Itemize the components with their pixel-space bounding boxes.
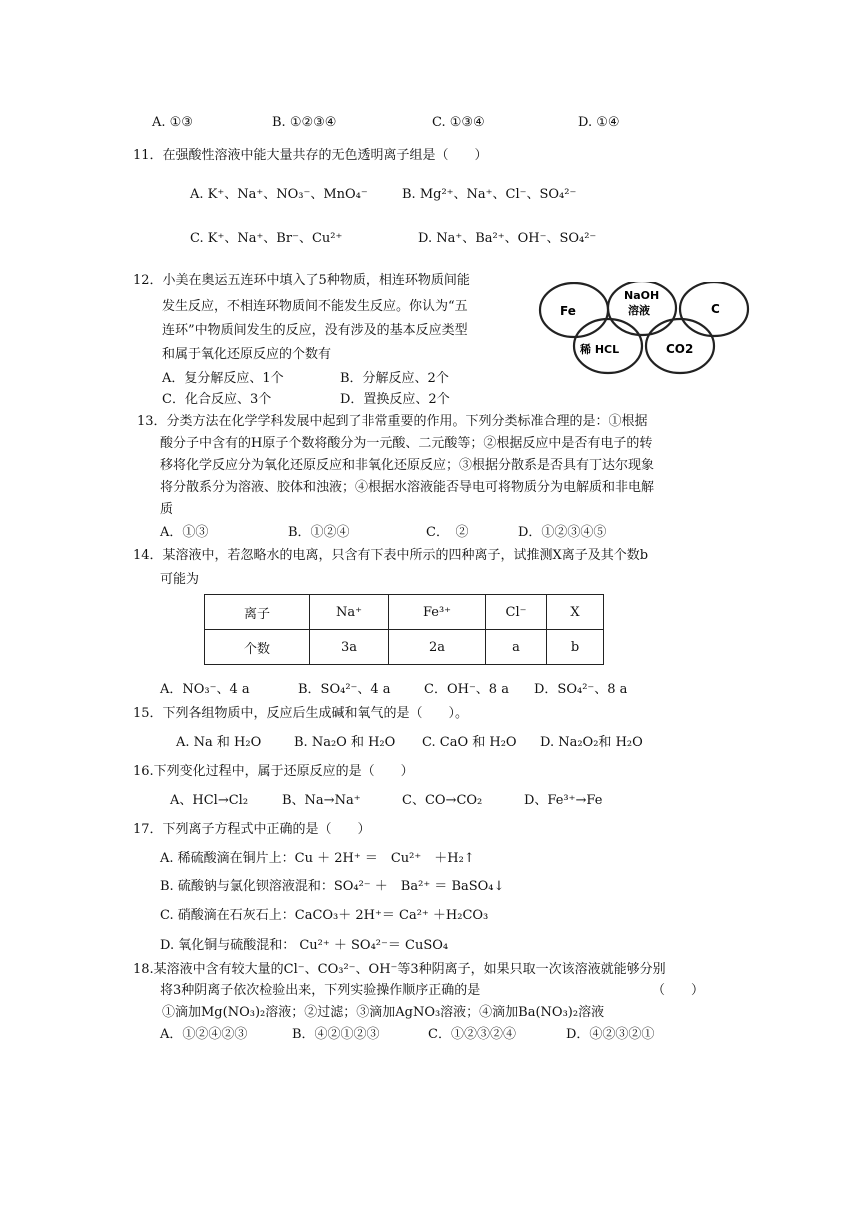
q11-option-b: B. Mg²⁺、Na⁺、Cl⁻、SO₄²⁻ [402,187,577,202]
ring-naoh-label-1: NaOH [624,289,660,302]
q16-option-a: A、HCl→Cl₂ [170,793,249,808]
q10-option-d: D. ①④ [578,115,620,130]
ring-hcl-label: 稀 HCL [580,343,620,356]
q17-option-a: A. 稀硫酸滴在铜片上：Cu ＋ 2H⁺ ＝ Cu²⁺ ＋H₂↑ [160,851,475,866]
table-cell: 2a [389,630,486,665]
ring-c-label: C [711,302,720,316]
q13-option-d: D．①②③④⑤ [518,525,607,540]
q13-line-2: 酸分子中含有的H原子个数将酸分为一元酸、二元酸等；②根据反应中是否有电子的转 [160,436,653,451]
q10-option-b: B. ①②③④ [272,115,337,130]
q16-option-c: C、CO→CO₂ [402,793,483,808]
q13-option-b: B．①②④ [288,525,350,540]
q15-option-a: A. Na 和 H₂O [176,735,262,750]
q13-line-3: 移将化学反应分为氧化还原反应和非氧化还原反应；③根据分散系是否具有丁达尔现象 [160,458,655,473]
ring-naoh-label-2: 溶液 [628,304,650,317]
q16-option-d: D、Fe³⁺→Fe [524,793,603,808]
q18-line-2: 将3种阴离子依次检验出来，下列实验操作顺序正确的是 [160,983,481,998]
q15-option-d: D. Na₂O₂和 H₂O [540,735,643,750]
q18-option-c: C．①②③②④ [428,1027,516,1042]
q13-line-4: 将分散系分为溶液、胶体和浊液；④根据水溶液能否导电可将物质分为电解质和非电解 [160,480,655,495]
q13-option-a: A．①③ [160,525,209,540]
ring-co2-label: CO2 [666,342,694,356]
q11-option-a: A. K⁺、Na⁺、NO₃⁻、MnO₄⁻ [190,187,368,202]
q15-option-b: B. Na₂O 和 H₂O [294,735,396,750]
q16-stem: 16.下列变化过程中，属于还原反应的是（ ） [133,764,414,779]
ion-table [204,594,604,665]
q14-option-b: B．SO₄²⁻、4 a [298,682,391,697]
table-cell: Cl⁻ [486,595,547,630]
q18-option-b: B．④②①②③ [292,1027,380,1042]
q14-line-2: 可能为 [160,572,200,587]
q12-option-c: C．化合反应、3个 [162,392,272,407]
q18-line-1: 18.某溶液中含有较大量的Cl⁻、CO₃²⁻、OH⁻等3种阴离子，如果只取一次该溶液就能够分别 [133,962,666,977]
q18-answer-paren: （ ） [652,983,705,998]
q10-option-a: A. ①③ [152,115,193,130]
q11-option-c: C. K⁺、Na⁺、Br⁻、Cu²⁺ [190,231,343,246]
q14-option-c: C．OH⁻、8 a [424,682,509,697]
q12-line-2: 发生反应，不相连环物质间不能发生反应。你认为“五 [162,299,468,314]
q16-option-b: B、Na→Na⁺ [282,793,361,808]
q14-line-1: 14．某溶液中，若忽略水的电离，只含有下表中所示的四种离子，试推测X离子及其个数b [133,548,649,563]
q13-line-5: 质 [160,502,174,517]
q18-steps: ①滴加Mg(NO₃)₂溶液；②过滤；③滴加AgNO₃溶液；④滴加Ba(NO₃)₂溶液 [162,1005,605,1020]
q15-option-c: C. CaO 和 H₂O [422,735,517,750]
table-cell: 离子 [205,595,310,630]
q12-line-4: 和属于氧化还原反应的个数有 [162,347,332,362]
olympic-rings-diagram [534,282,766,392]
q17-option-d: D. 氧化铜与硫酸混和： Cu²⁺ ＋ SO₄²⁻＝ CuSO₄ [160,938,449,953]
q12-option-d: D．置换反应、2个 [340,392,450,407]
q15-stem: 15．下列各组物质中，反应后生成碱和氧气的是（ ）。 [133,706,469,721]
table-cell: b [547,630,604,665]
table-row [205,595,604,630]
q12-line-1: 12．小美在奥运五连环中填入了5种物质，相连环物质间能 [133,273,470,288]
q17-stem: 17．下列离子方程式中正确的是（ ） [133,822,371,837]
q13-option-c: C． ② [426,525,469,540]
q17-option-b: B. 硫酸钠与氯化钡溶液混和：SO₄²⁻ ＋ Ba²⁺ ＝ BaSO₄↓ [160,879,505,894]
q17-option-c: C. 硝酸滴在石灰石上：CaCO₃＋ 2H⁺＝ Ca²⁺ ＋H₂CO₃ [160,908,489,923]
table-cell: 个数 [205,630,310,665]
q12-line-3: 连环”中物质间发生的反应，没有涉及的基本反应类型 [162,323,468,338]
q11-stem: 11．在强酸性溶液中能大量共存的无色透明离子组是（ ） [133,148,488,163]
q14-option-d: D．SO₄²⁻、8 a [534,682,628,697]
q14-option-a: A．NO₃⁻、4 a [160,682,250,697]
table-cell: X [547,595,604,630]
q12-option-a: A．复分解反应、1个 [162,371,284,386]
q10-option-c: C. ①③④ [432,115,485,130]
q18-option-d: D．④②③②① [566,1027,655,1042]
table-row [205,630,604,665]
table-cell: Na⁺ [310,595,389,630]
q11-option-d: D. Na⁺、Ba²⁺、OH⁻、SO₄²⁻ [418,231,597,246]
q12-option-b: B．分解反应、2个 [340,371,449,386]
table-cell: Fe³⁺ [389,595,486,630]
ring-fe-label: Fe [560,304,576,318]
table-cell: 3a [310,630,389,665]
table-cell: a [486,630,547,665]
q13-line-1: 13．分类方法在化学学科发展中起到了非常重要的作用。下列分类标准合理的是：①根据 [137,414,648,429]
q18-option-a: A．①②④②③ [160,1027,248,1042]
